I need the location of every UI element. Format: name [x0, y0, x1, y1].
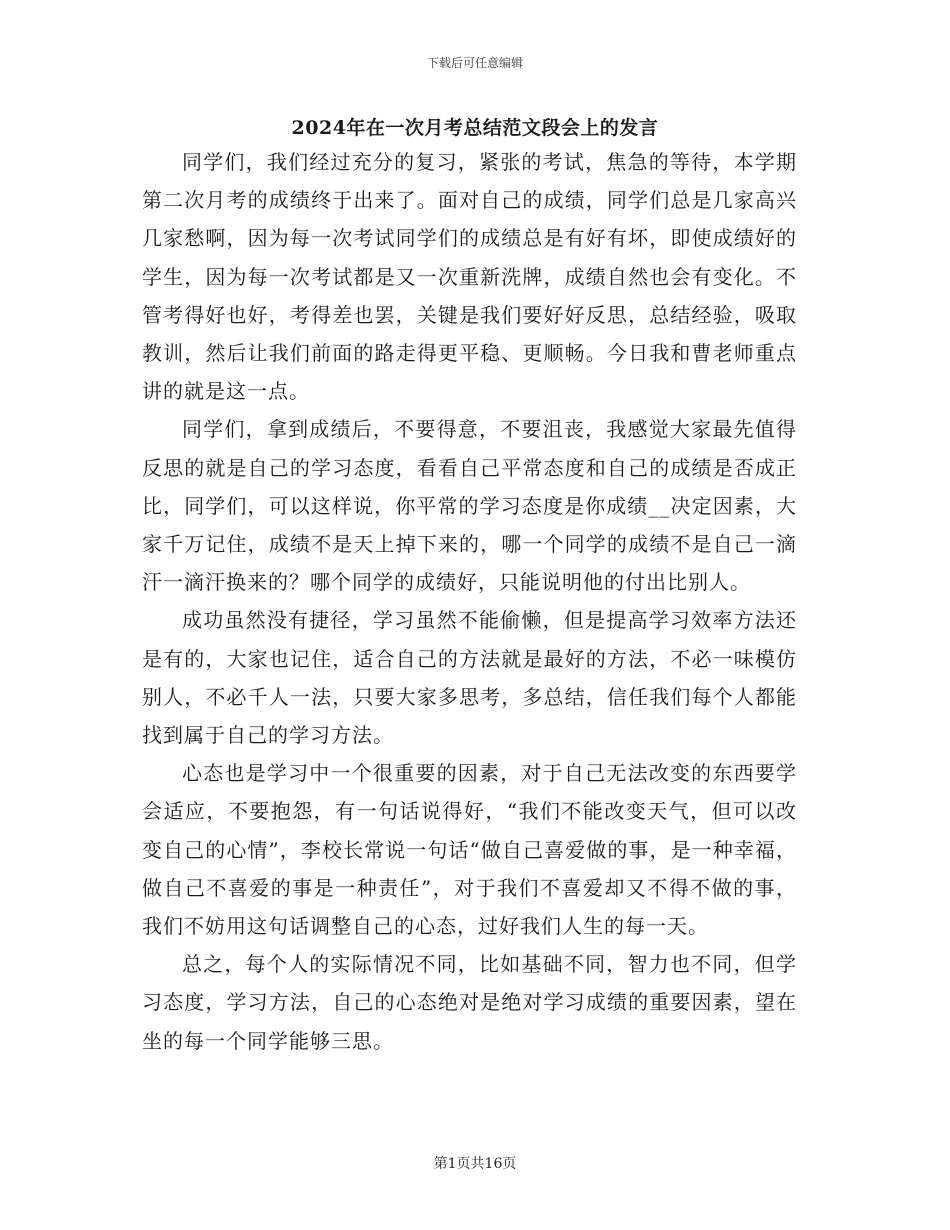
paragraph-1: 同学们，我们经过充分的复习，紧张的考试，焦急的等待，本学期第二次月考的成绩终于出来了。面对自己的成绩，同学们总是几家高兴几家愁啊，因为每一次考试同学们的成绩总是有好有坏，即使成绩好的学生，因为每一次考试都是又一次重新洗牌，成绩自然也会有变化。不管考得好也好，考得差也罢，关键是我们要好好反思，总结经验，吸取教训，然后让我们前面的路走得更平稳、更顺畅。今日我和曹老师重点讲的就是这一点。 [142, 150, 797, 404]
paragraph-5: 总之，每个人的实际情况不同，比如基础不同，智力也不同，但学习态度，学习方法，自己的心态绝对是绝对学习成绩的重要因素，望在坐的每一个同学能够三思。 [142, 952, 797, 1053]
paragraph-4: 心态也是学习中一个很重要的因素，对于自己无法改变的东西要学会适应，不要抱怨，有一句话说得好，“我们不能改变天气，但可以改变自己的心情”，李校长常说一句话“做自己喜爱做的事，是一种幸福，做自己不喜爱的事是一种责任”，对于我们不喜爱却又不得不做的事，我们不妨用这句话调整自己的心态，过好我们人生的每一天。 [142, 761, 797, 939]
page-number: 第1页共16页 [433, 1156, 517, 1172]
paragraph-3: 成功虽然没有捷径，学习虽然不能偷懒，但是提高学习效率方法还是有的，大家也记住，适合自己的方法就是最好的方法，不必一味模仿别人，不必千人一法，只要大家多思考，多总结，信任我们每个人都能找到属于自己的学习方法。 [142, 608, 797, 748]
paragraph-2: 同学们，拿到成绩后，不要得意，不要沮丧，我感觉大家最先值得反思的就是自己的学习态度，看看自己平常态度和自己的成绩是否成正比，同学们，可以这样说，你平常的学习态度是你成绩__决定因素，大家千万记住，成绩不是天上掉下来的，哪一个同学的成绩不是自己一滴汗一滴汗换来的？哪个同学的成绩好，只能说明他的付出比别人。 [142, 417, 797, 595]
page-header-note: 下载后可任意编辑 [426, 56, 523, 70]
document-body [142, 143, 797, 1060]
document-title: 2024年在一次月考总结范文段会上的发言 [291, 117, 659, 139]
